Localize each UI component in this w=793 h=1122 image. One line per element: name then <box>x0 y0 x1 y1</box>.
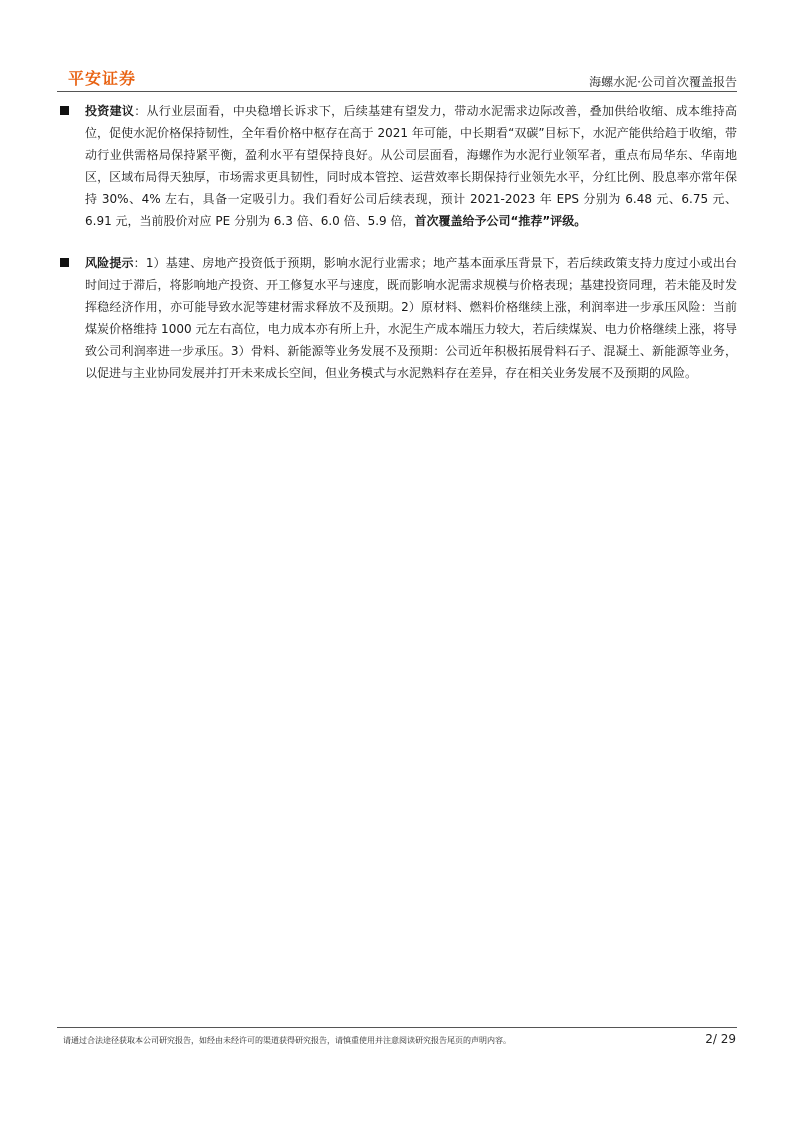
investment-advice-heading: 投资建议 <box>85 104 135 118</box>
page-header <box>57 64 737 94</box>
investment-advice-paragraph <box>57 100 737 232</box>
footer-divider <box>57 1027 737 1028</box>
brand-logo: 平安证券 <box>68 69 137 88</box>
heading-separator: ： <box>134 104 147 118</box>
report-title: 海螺水泥·公司首次覆盖报告 <box>589 75 737 89</box>
header-divider <box>57 91 737 92</box>
page-number: 2/ 29 <box>705 1032 736 1046</box>
risk-warning-text: 1）基建、房地产投资低于预期，影响水泥行业需求；地产基本面承压背景下，若后续政策支持力度过小或出台时间过于滞后，将影响地产投资、开工修复水平与速度，既而影响水泥需求规模与价格表现；基建投资同理，若未能及时发挥稳经济作用，亦可能导致水泥等建材需求释放不及预期。2）原材料、燃料价格继续上涨，利润率进一步承压风险：当前煤炭价格维持 1000 元左右高位，电力成本亦有所上升，水泥生产成本端压力较大，若后续煤炭、电力价格继续上涨，将导致公司利润率进一步承压。3）骨料、新能源等业务发展不及预期：公司近年积极拓展骨料石子、混凝土、新能源等业务，以促进与主业协同发展并打开未来成长空间，但业务模式与水泥熟料存在差异，存在相关业务发展不及预期的风险。 <box>85 256 737 380</box>
investment-advice-text: 从行业层面看，中央稳增长诉求下，后续基建有望发力，带动水泥需求边际改善，叠加供给收缩、成本维持高位，促使水泥价格保持韧性，全年看价格中枢存在高于 2021 年可能，中长期看“双碳”目标下，水泥产能供给趋于收缩，带动行业供需格局保持紧平衡，盈利水平有望保持良好。从公司层面看，海螺作为水泥行业领军者，重点布局华东、华南地区，区域布局得天独厚，市场需求更具韧性，同时成本管控、运营效率长期保持行业领先水平，分红比例、股息率亦常年保持 30%、4% 左右，具备一定吸引力。我们看好公司后续表现，预计 2021-2023 年 EPS 分别为 6.48 元、6.75 元、6.91 元，当前股价对应 PE 分别为 6.3 倍、6.0 倍、5.9 倍， <box>85 104 737 228</box>
rating-statement: 首次覆盖给予公司“推荐”评级。 <box>414 214 587 228</box>
risk-warning-heading: 风险提示 <box>85 256 134 270</box>
square-bullet-icon <box>60 106 69 115</box>
square-bullet-icon <box>60 258 69 267</box>
heading-separator: ： <box>133 256 146 270</box>
report-body <box>57 100 737 404</box>
risk-warning-paragraph <box>57 252 737 384</box>
footer-disclaimer: 请通过合法途径获取本公司研究报告，如经由未经许可的渠道获得研究报告，请慎重使用并注意阅读研究报告尾页的声明内容。 <box>63 1036 511 1045</box>
